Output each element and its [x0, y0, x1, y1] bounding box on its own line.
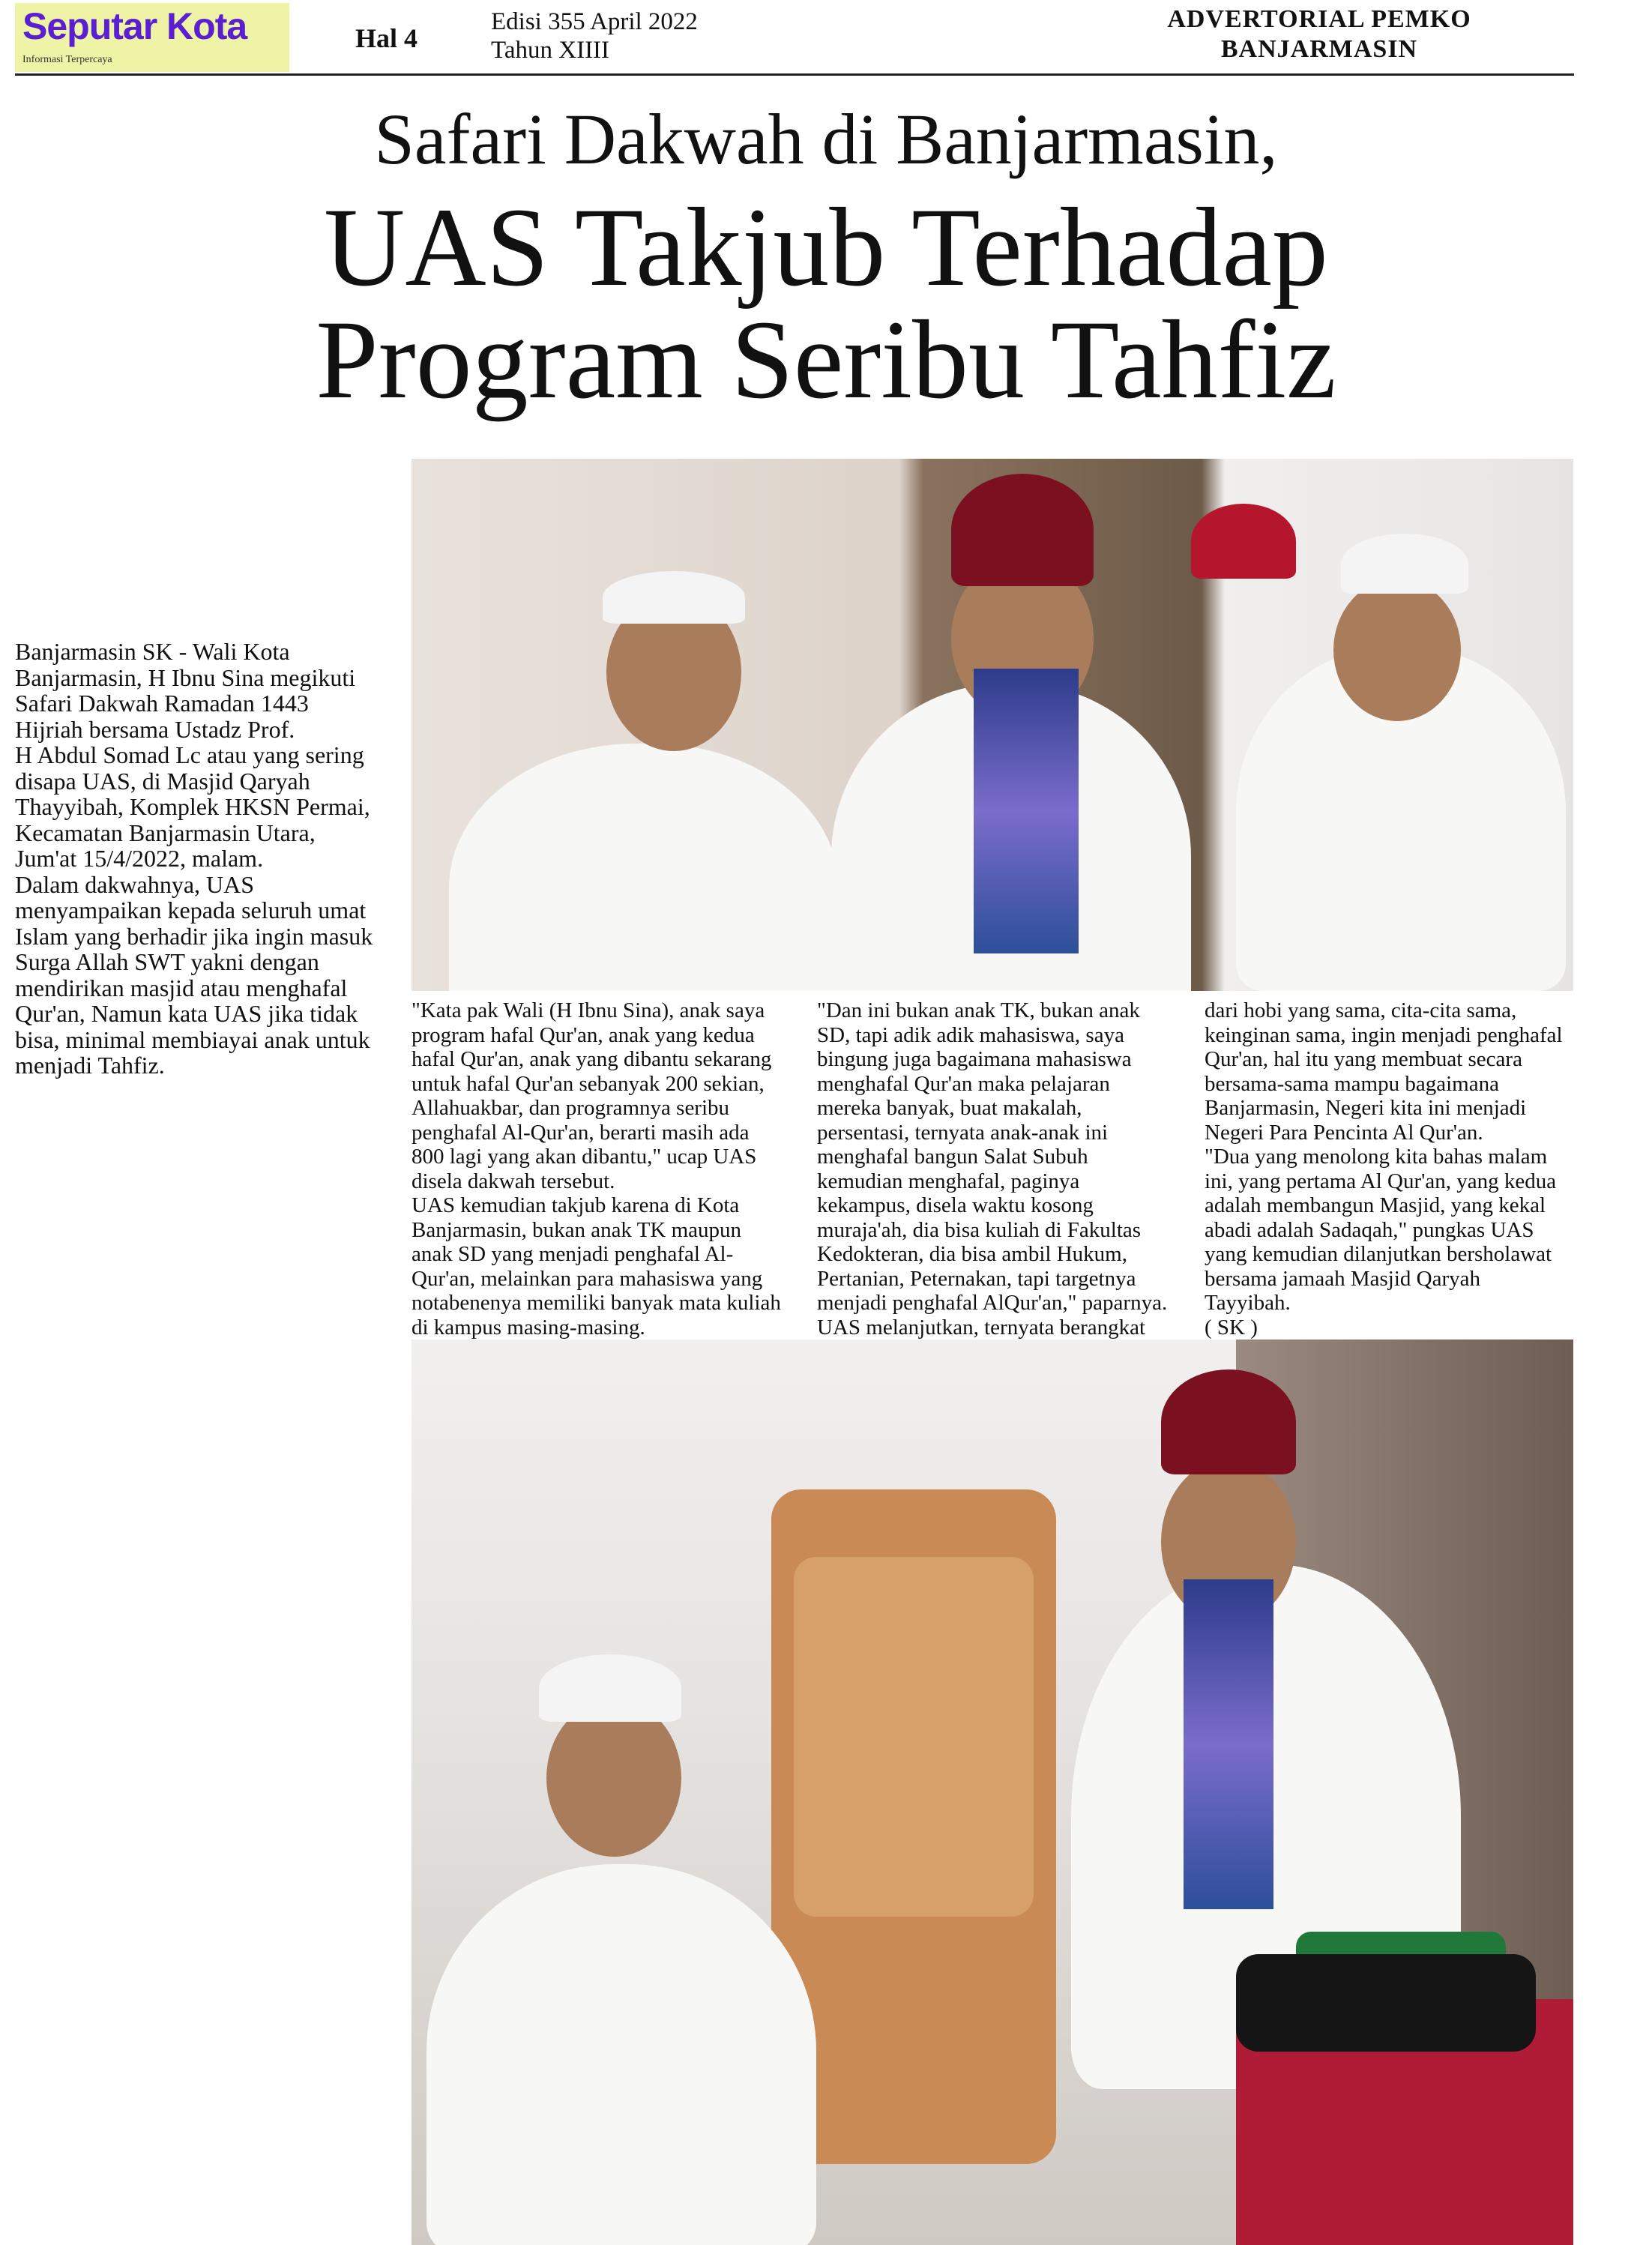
year-line: Tahun XIIII — [491, 37, 610, 64]
article-column-3: "Dan ini bukan anak TK, bukan anak SD, tapi adik adik mahasiswa, saya bingung juga bagaimana mahasiswa menghafal Qur'an maka pelajaran mereka banyak, buat makalah, persentasi, ternyata anak-anak ini menghafal bangun Salat Subuh kemudian menghafal, paginya kekampus, disela waktu kosong muraja'ah, dia bisa kuliah di Fakultas Kedokteran, dia bisa ambil Hukum, Pertanian, Peternakan, tapi targetnya menjadi penghafal AlQur'an," paparnya. UAS melanjutkan, ternyata berangkat — [817, 998, 1168, 1340]
masthead-logo — [15, 3, 289, 72]
article-column-4: dari hobi yang sama, cita-cita sama, keinginan sama, ingin menjadi penghafal Qur'an, hal itu yang membuat secara bersama-sama mampu bagaimana Banjarmasin, Negeri kita ini menjadi Negeri Para Pencinta Al Qur'an. "Dua yang menolong kita bahas malam ini, yang pertama Al Qur'an, yang kedua adalah membangun Masjid, yang kekal abadi adalah Sadaqah," pungkas UAS yang kemudian dilanjutkan bersholawat bersama jamaah Masjid Qaryah Tayyibah. ( SK ) — [1205, 998, 1563, 1340]
headline-main: Program Seribu Tahfiz — [316, 298, 1336, 422]
article-column-2: "Kata pak Wali (H Ibnu Sina), anak saya program hafal Qur'an, anak yang kedua hafal Qur'an, anak yang dibantu sekarang untuk hafal Qur'an sebanyak 200 sekian, Allahuakbar, dan programnya seribu penghafal Al-Qur'an, berarti masih ada 800 lagi yang akan dibantu," ucap UAS disela dakwah tersebut. UAS kemudian takjub karena di Kota Banjarmasin, bukan anak TK maupun anak SD yang menjadi penghafal Al- Qur'an, melainkan para mahasiswa yang notabenenya memiliki banyak mata kuliah di kampus masing-masing. — [412, 998, 781, 1340]
edition-line: Edisi 355 April 2022 — [491, 8, 698, 35]
article-column-1: Banjarmasin SK - Wali Kota Banjarmasin, H Ibnu Sina megikuti Safari Dakwah Ramadan 1443 Hijriah bersama Ustadz Prof. H Abdul Somad Lc atau yang sering disapa UAS, di Masjid Qaryah Thayyibah, Komplek HKSN Permai, Kecamatan Banjarmasin Utara, Jum'at 15/4/2022, malam. Dalam dakwahnya, UAS menyampaikan kepada seluruh umat Islam yang berhadir jika ingin masuk Surga Allah SWT yakni dengan mendirikan masjid atau menghafal Qur'an, Namun kata UAS jika tidak bisa, minimal membiayai anak untuk menjadi Tahfiz. — [15, 638, 373, 1079]
page-number: Hal 4 — [355, 23, 418, 53]
section-label — [1124, 4, 1514, 64]
header-divider — [15, 73, 1574, 76]
section-line: ADVERTORIAL PEMKO — [1167, 5, 1471, 33]
edition-info — [491, 7, 698, 64]
bottom-photo — [412, 1340, 1573, 2245]
section-line: BANJARMASIN — [1220, 35, 1418, 63]
headline-main: UAS Takjub Terhadap — [324, 185, 1328, 310]
logo-tagline: Informasi Terpercaya — [22, 54, 112, 65]
headline-kicker: Safari Dakwah di Banjarmasin, — [374, 99, 1278, 179]
logo-name: Seputar Kota — [22, 5, 247, 47]
top-photo — [412, 459, 1573, 991]
